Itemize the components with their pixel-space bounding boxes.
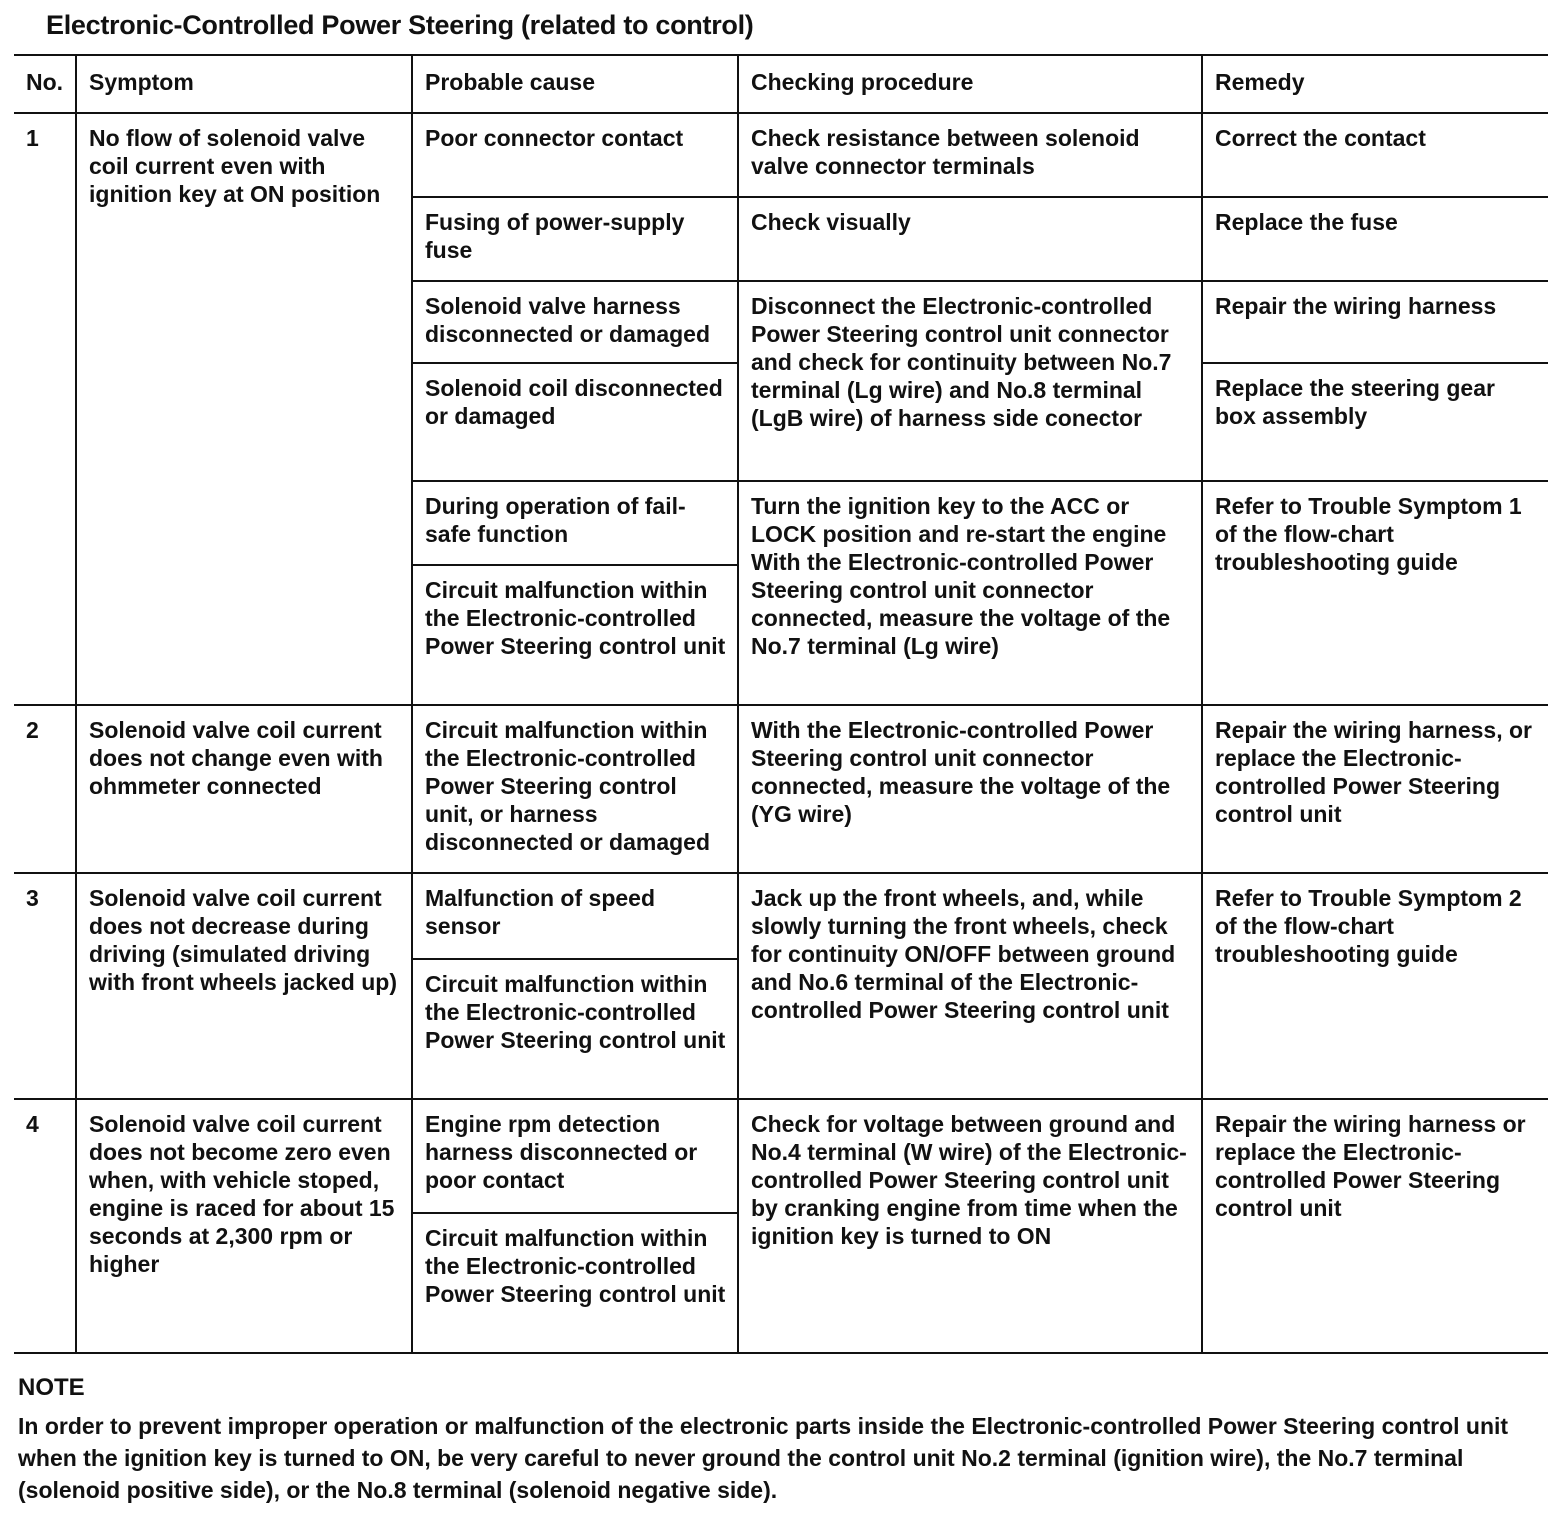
- procedure-cell: Jack up the front wheels, and, while slowly turning the front wheels, check for continuity ON/OFF between ground and No.6 terminal of the Electronic-controlled Power Steering control unit: [738, 873, 1202, 1099]
- header-no: No.: [14, 55, 76, 113]
- remedy-cell: Replace the steering gear box assembly: [1202, 363, 1548, 481]
- header-probable-cause: Probable cause: [412, 55, 738, 113]
- row-number: 2: [14, 705, 76, 873]
- cause-cell: Solenoid coil disconnected or damaged: [412, 363, 738, 481]
- table-row: [14, 705, 1548, 873]
- remedy-cell: Refer to Trouble Symptom 1 of the flow-chart troubleshooting guide: [1202, 481, 1548, 705]
- cause-cell: Poor connector contact: [412, 113, 738, 197]
- cause-cell: Circuit malfunction within the Electronic-controlled Power Steering control unit: [412, 565, 738, 705]
- row-number: 1: [14, 113, 76, 705]
- procedure-cell: Check visually: [738, 197, 1202, 281]
- procedure-cell: Disconnect the Electronic-controlled Power Steering control unit connector and check for continuity between No.7 terminal (Lg wire) and No.8 terminal (LgB wire) of harness side conector: [738, 281, 1202, 481]
- table-row: [14, 873, 1548, 959]
- header-symptom: Symptom: [76, 55, 412, 113]
- remedy-cell: Repair the wiring harness: [1202, 281, 1548, 363]
- symptom-cell: Solenoid valve coil current does not become zero even when, with vehicle stoped, engine is raced for about 15 seconds at 2,300 rpm or higher: [76, 1099, 412, 1353]
- remedy-cell: Refer to Trouble Symptom 2 of the flow-chart troubleshooting guide: [1202, 873, 1548, 1099]
- troubleshooting-table: [14, 54, 1548, 1354]
- cause-cell: Malfunction of speed sensor: [412, 873, 738, 959]
- procedure-cell: Turn the ignition key to the ACC or LOCK position and re-start the engine With the Electronic-controlled Power Steering control unit connector connected, measure the voltage of the No.7 terminal (Lg wire): [738, 481, 1202, 705]
- note-text: In order to prevent improper operation or malfunction of the electronic parts inside the Electronic-controlled Power Steering control unit when the ignition key is turned to ON, be very careful to never ground the control unit No.2 terminal (ignition wire), the No.7 terminal (solenoid positive side), or the No.8 terminal (solenoid negative side).: [18, 1413, 1509, 1503]
- remedy-cell: Correct the contact: [1202, 113, 1548, 197]
- document-title: Electronic-Controlled Power Steering (related to control): [46, 10, 754, 40]
- table-row: [14, 1099, 1548, 1213]
- cause-cell: Engine rpm detection harness disconnected or poor contact: [412, 1099, 738, 1213]
- remedy-cell: Replace the fuse: [1202, 197, 1548, 281]
- header-remedy: Remedy: [1202, 55, 1548, 113]
- cause-cell: Solenoid valve harness disconnected or damaged: [412, 281, 738, 363]
- remedy-cell: Repair the wiring harness, or replace the Electronic-controlled Power Steering control unit: [1202, 705, 1548, 873]
- procedure-cell: With the Electronic-controlled Power Steering control unit connector connected, measure the voltage of the (YG wire): [738, 705, 1202, 873]
- note-heading: NOTE: [18, 1374, 85, 1401]
- procedure-cell: Check for voltage between ground and No.4 terminal (W wire) of the Electronic-controlled Power Steering control unit by cranking engine from time when the ignition key is turned to ON: [738, 1099, 1202, 1353]
- table-header-row: [14, 55, 1548, 113]
- symptom-cell: No flow of solenoid valve coil current even with ignition key at ON position: [76, 113, 412, 705]
- symptom-cell: Solenoid valve coil current does not change even with ohmmeter connected: [76, 705, 412, 873]
- symptom-cell: Solenoid valve coil current does not decrease during driving (simulated driving with front wheels jacked up): [76, 873, 412, 1099]
- remedy-cell: Repair the wiring harness or replace the Electronic-controlled Power Steering control unit: [1202, 1099, 1548, 1353]
- header-checking-procedure: Checking procedure: [738, 55, 1202, 113]
- row-number: 4: [14, 1099, 76, 1353]
- procedure-cell: Check resistance between solenoid valve connector terminals: [738, 113, 1202, 197]
- cause-cell: Fusing of power-supply fuse: [412, 197, 738, 281]
- cause-cell: Circuit malfunction within the Electronic-controlled Power Steering control unit, or harness disconnected or damaged: [412, 705, 738, 873]
- cause-cell: Circuit malfunction within the Electronic-controlled Power Steering control unit: [412, 959, 738, 1099]
- row-number: 3: [14, 873, 76, 1099]
- table-row: [14, 113, 1548, 197]
- cause-cell: Circuit malfunction within the Electronic-controlled Power Steering control unit: [412, 1213, 738, 1353]
- cause-cell: During operation of fail-safe function: [412, 481, 738, 565]
